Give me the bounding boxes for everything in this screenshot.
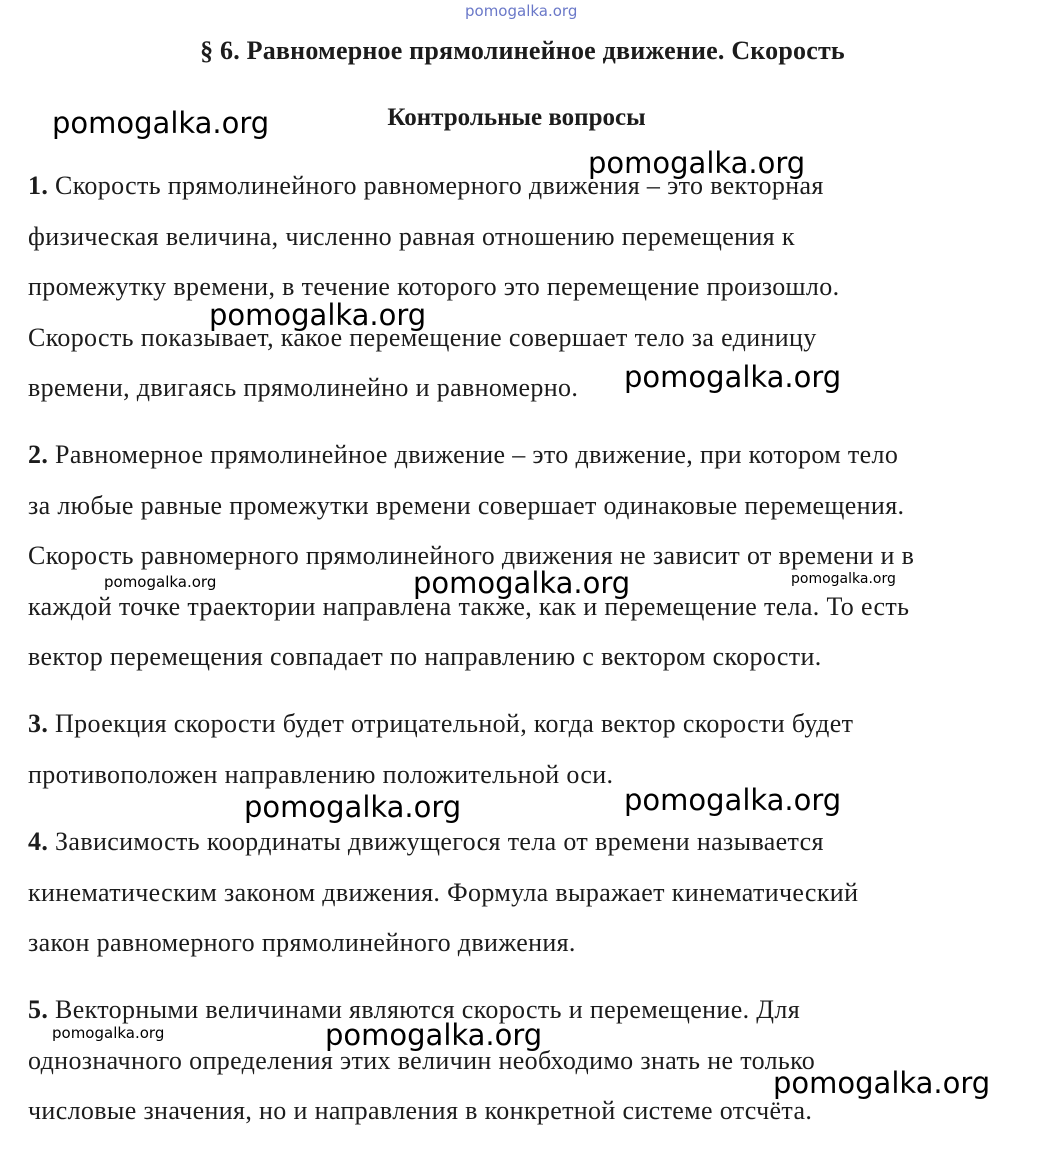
- watermark: pomogalka.org: [104, 573, 217, 591]
- answer-1-line-4: Скорость показывает, какое перемещение совершает тело за единицу: [28, 322, 817, 352]
- watermark: pomogalka.org: [413, 566, 631, 600]
- answer-5-number: 5.: [28, 995, 49, 1024]
- answer-1-line-3: промежутку времени, в течение которого это перемещение произошло.: [28, 272, 840, 301]
- answer-2-line-2: за любые равные промежутки времени совершает одинаковые перемещения.: [28, 490, 905, 520]
- watermark: pomogalka.org: [624, 783, 842, 817]
- answer-3-number: 3.: [28, 709, 49, 738]
- watermark: pomogalka.org: [325, 1018, 543, 1052]
- answer-2-number: 2.: [28, 440, 49, 469]
- answer-5-line-2: однозначного определения этих величин необходимо знать не только: [28, 1045, 816, 1075]
- answer-4: [28, 817, 1018, 969]
- answer-3: [28, 699, 1018, 800]
- answer-4-line-3: закон равномерного прямолинейного движения.: [28, 928, 576, 957]
- answer-3-line-1: 3. Проекция скорости будет отрицательной, когда вектор скорости будет: [28, 709, 854, 738]
- answer-1: [28, 161, 1018, 414]
- answer-3-line-2: противоположен направлению положительной оси.: [28, 759, 614, 789]
- watermark: pomogalka.org: [209, 298, 427, 332]
- answer-2-line-3: Скорость равномерного прямолинейного движения не зависит от времени и в: [28, 541, 915, 570]
- answer-1-line-1: 1. Скорость прямолинейного равномерного движения – это векторная: [28, 171, 824, 200]
- answer-2-line-1: 2. Равномерное прямолинейное движение – это движение, при котором тело: [28, 440, 899, 469]
- answer-1-line-2: физическая величина, численно равная отношению перемещения к: [28, 221, 795, 251]
- answer-4-line-2: кинематическим законом движения. Формула выражает кинематический: [28, 877, 859, 907]
- watermark: pomogalka.org: [52, 1024, 165, 1042]
- section-subtitle: Контрольные вопросы: [387, 104, 646, 131]
- watermark-top: pomogalka.org: [465, 2, 578, 20]
- answer-1-line-5: времени, двигаясь прямолинейно и равномерно.: [28, 373, 579, 402]
- answer-5-line-1: 5. Векторными величинами являются скорость и перемещение. Для: [28, 995, 801, 1024]
- watermark: pomogalka.org: [791, 571, 896, 587]
- page-title: § 6. Равномерное прямолинейное движение. Скорость: [200, 36, 845, 65]
- answer-4-line-1: 4. Зависимость координаты движущегося тела от времени называется: [28, 827, 824, 856]
- watermark: pomogalka.org: [773, 1066, 991, 1100]
- watermark: pomogalka.org: [244, 790, 462, 824]
- answer-5-line-3: числовые значения, но и направления в конкретной системе отсчёта.: [28, 1096, 813, 1125]
- answer-2-line-4: каждой точке траектории направлена также, как и перемещение тела. То есть: [28, 591, 910, 621]
- answer-1-number: 1.: [28, 171, 49, 200]
- watermark: pomogalka.org: [588, 146, 806, 180]
- answer-2: [28, 430, 1018, 683]
- answer-5: [28, 985, 1018, 1137]
- watermark: pomogalka.org: [52, 106, 270, 140]
- watermark: pomogalka.org: [624, 360, 842, 394]
- answer-4-number: 4.: [28, 827, 49, 856]
- answer-2-line-5: вектор перемещения совпадает по направлению с вектором скорости.: [28, 642, 822, 671]
